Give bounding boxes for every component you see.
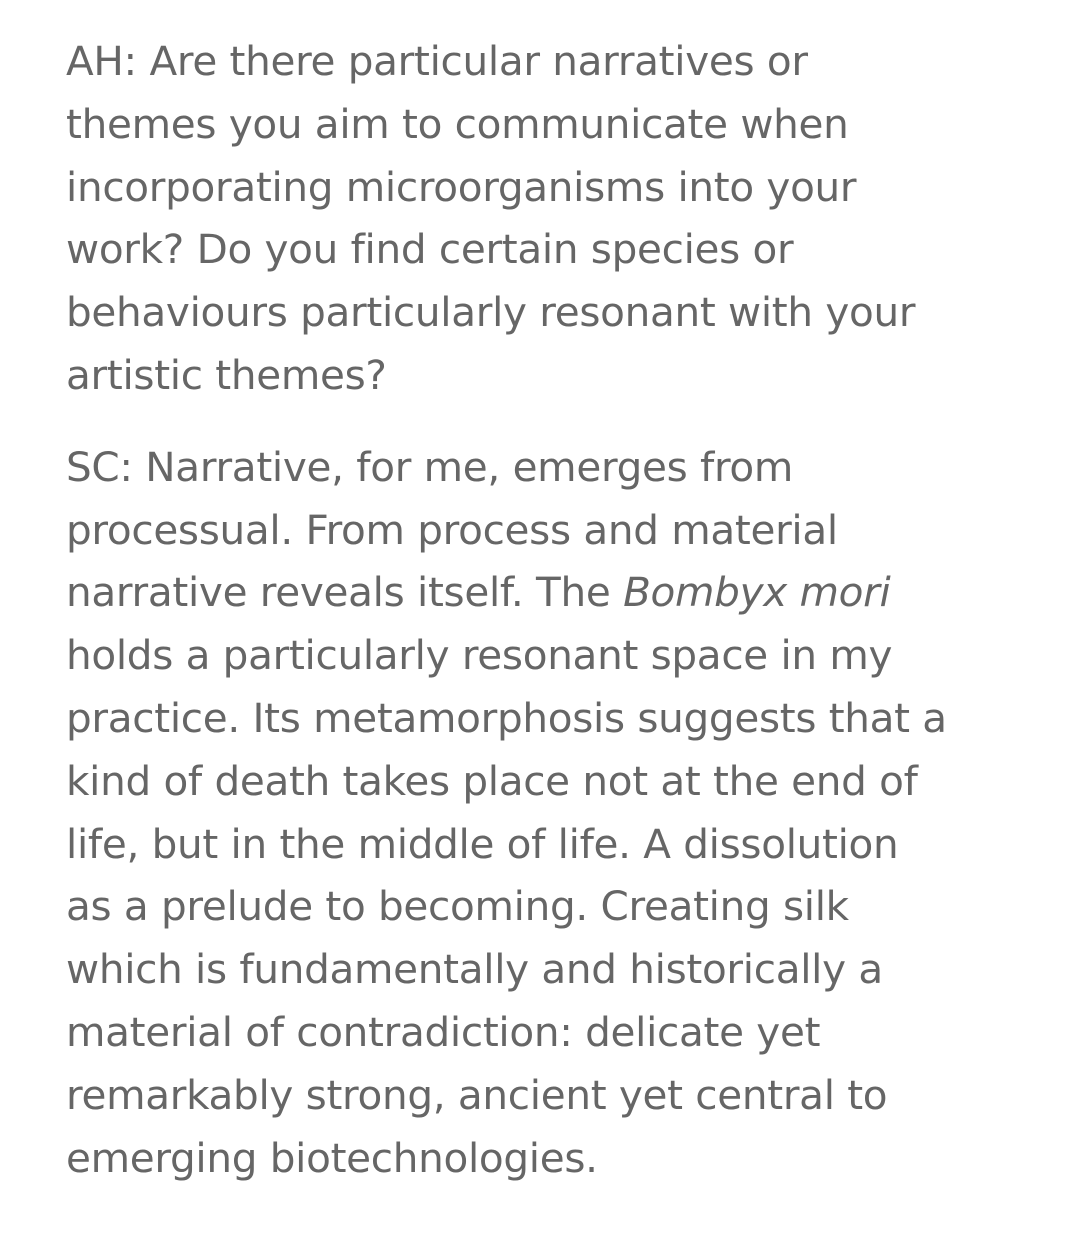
question-line: work? Do you find certain species or — [66, 225, 794, 274]
question-paragraph — [66, 30, 1056, 407]
answer-line-with-species — [66, 561, 1056, 624]
interview-article — [66, 30, 1056, 1189]
answer-line-prefix: narrative reveals itself. The — [66, 568, 624, 617]
answer-line: SC: Narrative, for me, emerges from — [66, 442, 794, 491]
question-line: themes you aim to communicate when — [66, 99, 849, 148]
answer-line: material of contradiction: delicate yet — [66, 1007, 821, 1056]
answer-line: emerging biotechnologies. — [66, 1133, 598, 1182]
question-line: behaviours particularly resonant with your — [66, 288, 916, 337]
question-line: incorporating microorganisms into your — [66, 162, 857, 211]
species-name: Bombyx mori — [623, 568, 891, 617]
answer-line: which is fundamentally and historically a — [66, 945, 883, 994]
answer-line: processual. From process and material — [66, 505, 838, 554]
answer-line: kind of death takes place not at the end of — [66, 756, 918, 805]
answer-line: holds a particularly resonant space in my — [66, 631, 893, 680]
question-line: AH: Are there particular narratives or — [66, 37, 808, 85]
answer-line: practice. Its metamorphosis suggests that a — [66, 693, 947, 742]
answer-line: life, but in the middle of life. A dissolution — [66, 819, 899, 868]
answer-line: as a prelude to becoming. Creating silk — [66, 882, 849, 931]
answer-line: remarkably strong, ancient yet central to — [66, 1070, 888, 1119]
question-line: artistic themes? — [66, 350, 387, 399]
answer-paragraph — [66, 436, 1056, 1190]
